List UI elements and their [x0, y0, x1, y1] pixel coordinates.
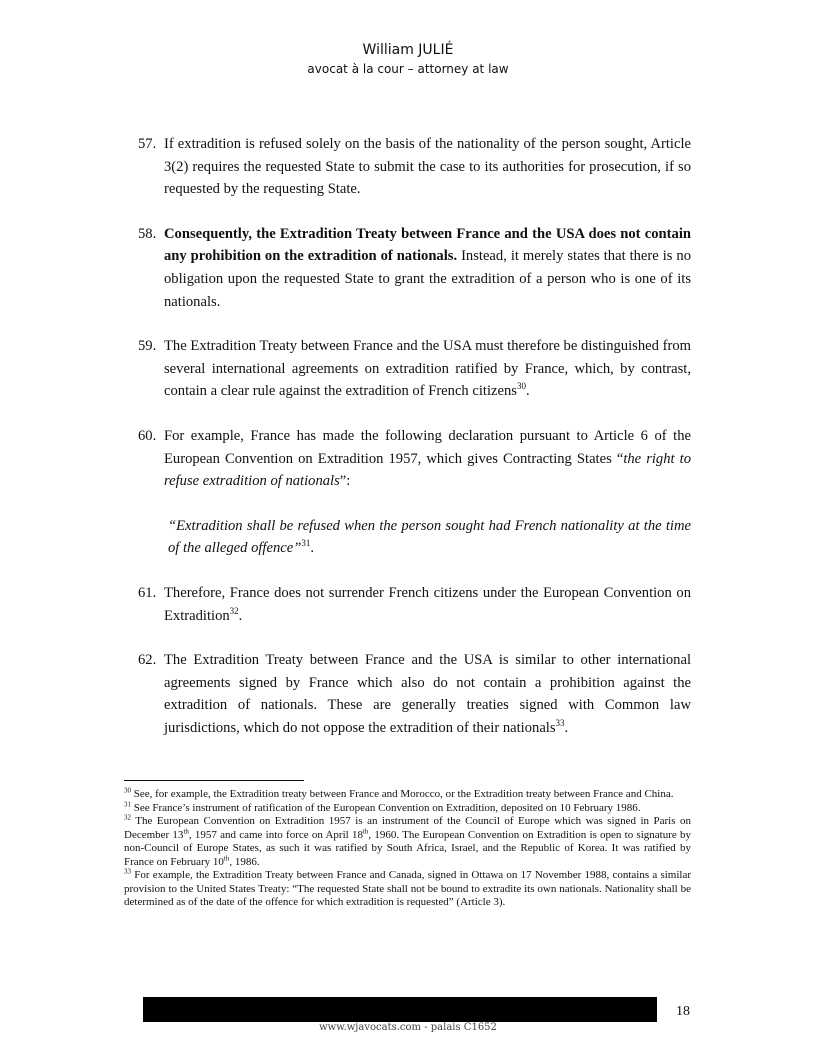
paragraph-number: 57.	[138, 136, 157, 152]
footer-website: www.wjavocats.com - palais C1652	[319, 1022, 497, 1033]
footnote-text: See France’s instrument of ratification of the European Convention on Extradition, deposited on 10 February 1986.	[131, 801, 641, 814]
paragraph-number: 62.	[138, 652, 157, 669]
author-title: avocat à la cour – attorney at law	[307, 62, 509, 76]
ordinal-suffix: th	[362, 826, 369, 835]
footnote-number: 33	[124, 867, 131, 876]
footnote-32	[124, 815, 691, 869]
paragraph-61	[138, 582, 691, 627]
footnote-ref-32[interactable]: 32	[229, 605, 239, 616]
paragraph-number: 58.	[138, 225, 157, 242]
paragraph-end: .	[238, 607, 243, 624]
paragraph-text: For example, France has made the following declaration pursuant to Article 6 of the European Convention on Extradition 1957, which gives Contracting States “	[164, 427, 691, 467]
paragraph-end: .	[525, 383, 530, 400]
footnote-text: The European Convention on Extradition 1957 is an instrument of the Council of Europe which was signed in Paris on December 13	[124, 815, 691, 841]
paragraph-text: If extradition is refused solely on the basis of the nationality of the person sought, Article 3(2) requires the requested State to submit the case to its authorities for prosecution, if so requested by the requesting State.	[164, 136, 691, 198]
footnote-text: , 1957 and came into force on April 18	[188, 828, 363, 841]
quote-end: .	[310, 540, 314, 557]
paragraph-number: 59.	[138, 338, 157, 355]
footnote-ref-30[interactable]: 30	[516, 381, 526, 392]
footnote-33	[124, 869, 691, 910]
page-header	[0, 40, 816, 78]
author-name: William JULIÉ	[362, 42, 454, 58]
footnote-text: , 1986.	[229, 855, 260, 868]
footnote-ref-31[interactable]: 31	[301, 538, 311, 549]
footnote-number: 30	[124, 786, 131, 795]
footnote-number: 31	[124, 799, 131, 808]
paragraph-59	[138, 335, 691, 403]
footnote-text: See, for example, the Extradition treaty between France and Morocco, or the Extradition treaty between France and China.	[131, 788, 674, 800]
block-quote	[138, 515, 691, 560]
document-body	[138, 133, 691, 739]
footnote-number: 32	[124, 813, 131, 822]
paragraph-number: 61.	[138, 584, 157, 601]
paragraph-bold-text: Consequently, the Extradition Treaty between France and the USA does not contain any prohibition on the extradition of nationals.	[164, 225, 691, 265]
footnote-text: , 1960. The European Convention on Extradition is open to signature by non-Council of Europe States, as such it was ratified by South Africa, Israel, and the Republic of Korea. It was ratified by France on February 10	[124, 828, 691, 868]
paragraph-58	[138, 223, 691, 313]
paragraph-60	[138, 425, 691, 493]
footnote-text: For example, the Extradition Treaty between France and Canada, signed in Ottawa on 17 November 1988, contains a similar provision to the United States Treaty: “The requested State shall not be bound to extradite its own nationals. Nationality shall be determined as of the date of the offence for which extradition is requested” (Article 3).	[124, 869, 691, 908]
paragraph-text: The Extradition Treaty between France and the USA must therefore be distinguished from several international agreements on extradition ratified by France, which, by contrast, contain a clear rule against the extradition of French citizens	[164, 338, 691, 400]
page-number: 18	[676, 1004, 690, 1019]
quote-text: “Extradition shall be refused when the person sought had French nationality at the time of the alleged offence”	[168, 517, 691, 557]
footer-bar	[143, 997, 657, 1022]
paragraph-italic-text: the right to refuse extradition of nationals	[164, 450, 691, 490]
paragraph-end: ”:	[339, 473, 351, 490]
paragraph-62	[138, 649, 691, 739]
footnote-31	[124, 799, 691, 816]
paragraph-57	[138, 133, 691, 201]
paragraph-text: The Extradition Treaty between France and the USA is similar to other international agreements signed by France which also do not contain a prohibition against the extradition of nationals. These are generally treaties signed with Common law jurisdictions, which do not oppose the extradition of their nationals	[164, 652, 691, 736]
footnote-30	[124, 788, 691, 802]
footnotes	[124, 788, 691, 910]
footnote-separator	[124, 780, 304, 781]
paragraph-text: Instead, it merely states that there is no obligation upon the requested State to grant the extradition of a person who is one of its nationals.	[164, 248, 691, 310]
paragraph-end: .	[564, 719, 569, 736]
ordinal-suffix: th	[223, 853, 230, 862]
paragraph-number: 60.	[138, 427, 157, 444]
footnote-ref-33[interactable]: 33	[555, 718, 565, 729]
paragraph-text: Therefore, France does not surrender French citizens under the European Convention on Extradition	[164, 584, 691, 624]
ordinal-suffix: th	[183, 826, 189, 835]
